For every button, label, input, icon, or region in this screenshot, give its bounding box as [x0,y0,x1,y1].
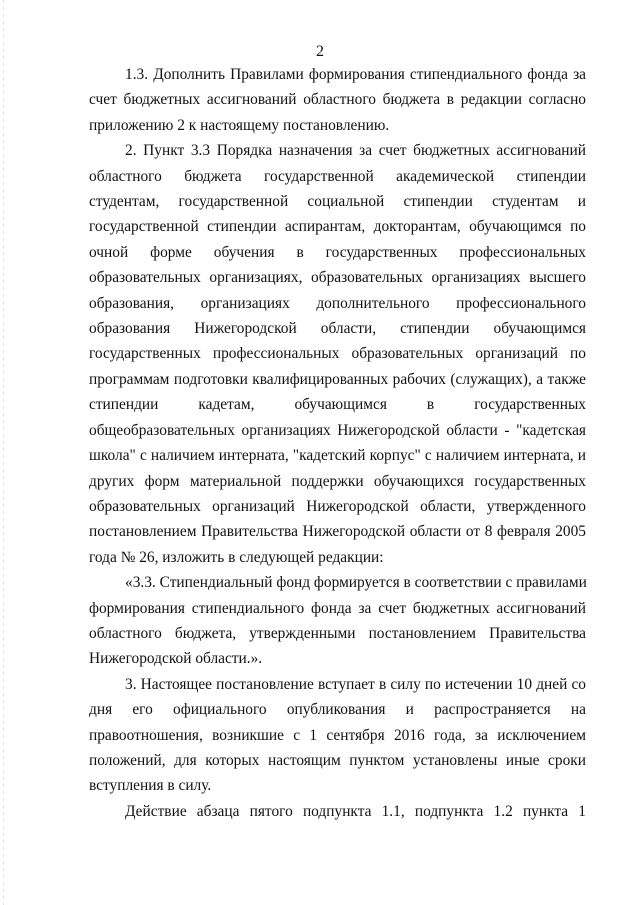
text-line: очной форме обучения в государственных профессиональных [89,243,586,261]
paragraph-quote-3-3 [89,570,586,672]
text-line: областного бюджета государственной академической стипендии [89,167,586,185]
text-line: других форм материальной поддержки обучающихся государственных [89,472,586,490]
document-body [89,62,586,824]
text-line: Нижегородской области.». [89,650,263,668]
text-line: государственных профессиональных образовательных организаций по [89,345,586,363]
text-line: Действие абзаца пятого подпункта 1.1, подпункта 1.2 пункта 1 [125,802,586,820]
text-line: правоотношения, возникшие с 1 сентября 2016 года, за исключением [89,726,586,744]
text-line: образовательных организациях, образовательных организациях высшего [89,269,586,287]
text-line: положений, для которых настоящим пунктом установлены иные сроки [89,751,586,769]
text-line: школа" с наличием интерната, "кадетский корпус" с наличием интерната, и [89,447,586,465]
text-line: дня его официального опубликования и распространяется на [89,701,586,719]
text-line: студентам, государственной социальной стипендии студентам и [89,193,586,211]
text-line: года № 26, изложить в следующей редакции: [89,548,384,566]
text-line: 1.3. Дополнить Правилами формирования стипендиального фонда за [125,66,586,83]
text-line: приложению 2 к настоящему постановлению. [89,116,390,134]
text-line: стипендии кадетам, обучающимся в государственных [89,396,586,414]
text-line: областного бюджета, утвержденными постановлением Правительства [89,624,586,642]
text-line: 3. Настоящее постановление вступает в силу по истечении 10 дней со [125,675,586,693]
text-line: образовательных организаций Нижегородской области, утвержденного [89,497,586,515]
text-line: формирования стипендиального фонда за счет бюджетных ассигнований [89,599,586,617]
text-line: «3.3. Стипендиальный фонд формируется в соответствии с правилами [125,574,587,592]
text-line: счет бюджетных ассигнований областного бюджета в редакции согласно [89,91,586,109]
text-line: общеобразовательных организациях Нижегородской области - "кадетская [89,421,586,439]
paragraph-effect [89,799,586,824]
text-line: государственной стипендии аспирантам, докторантам, обучающимся по [89,218,586,236]
text-line: программам подготовки квалифицированных рабочих (служащих), а также [89,370,586,388]
text-line: образования Нижегородской области, стипендии обучающимся [89,320,586,338]
page-number: 2 [316,43,324,60]
paragraph-2 [89,138,586,570]
text-line: вступления в силу. [89,777,212,795]
scan-edge-artifact [3,0,4,905]
text-line: постановлением Правительства Нижегородской области от 8 февраля 2005 [89,523,586,541]
paragraph-1-3 [89,62,586,138]
text-line: образования, организациях дополнительного профессионального [89,294,586,312]
text-line: 2. Пункт 3.3 Порядка назначения за счет бюджетных ассигнований [125,142,586,160]
paragraph-3 [89,672,586,799]
